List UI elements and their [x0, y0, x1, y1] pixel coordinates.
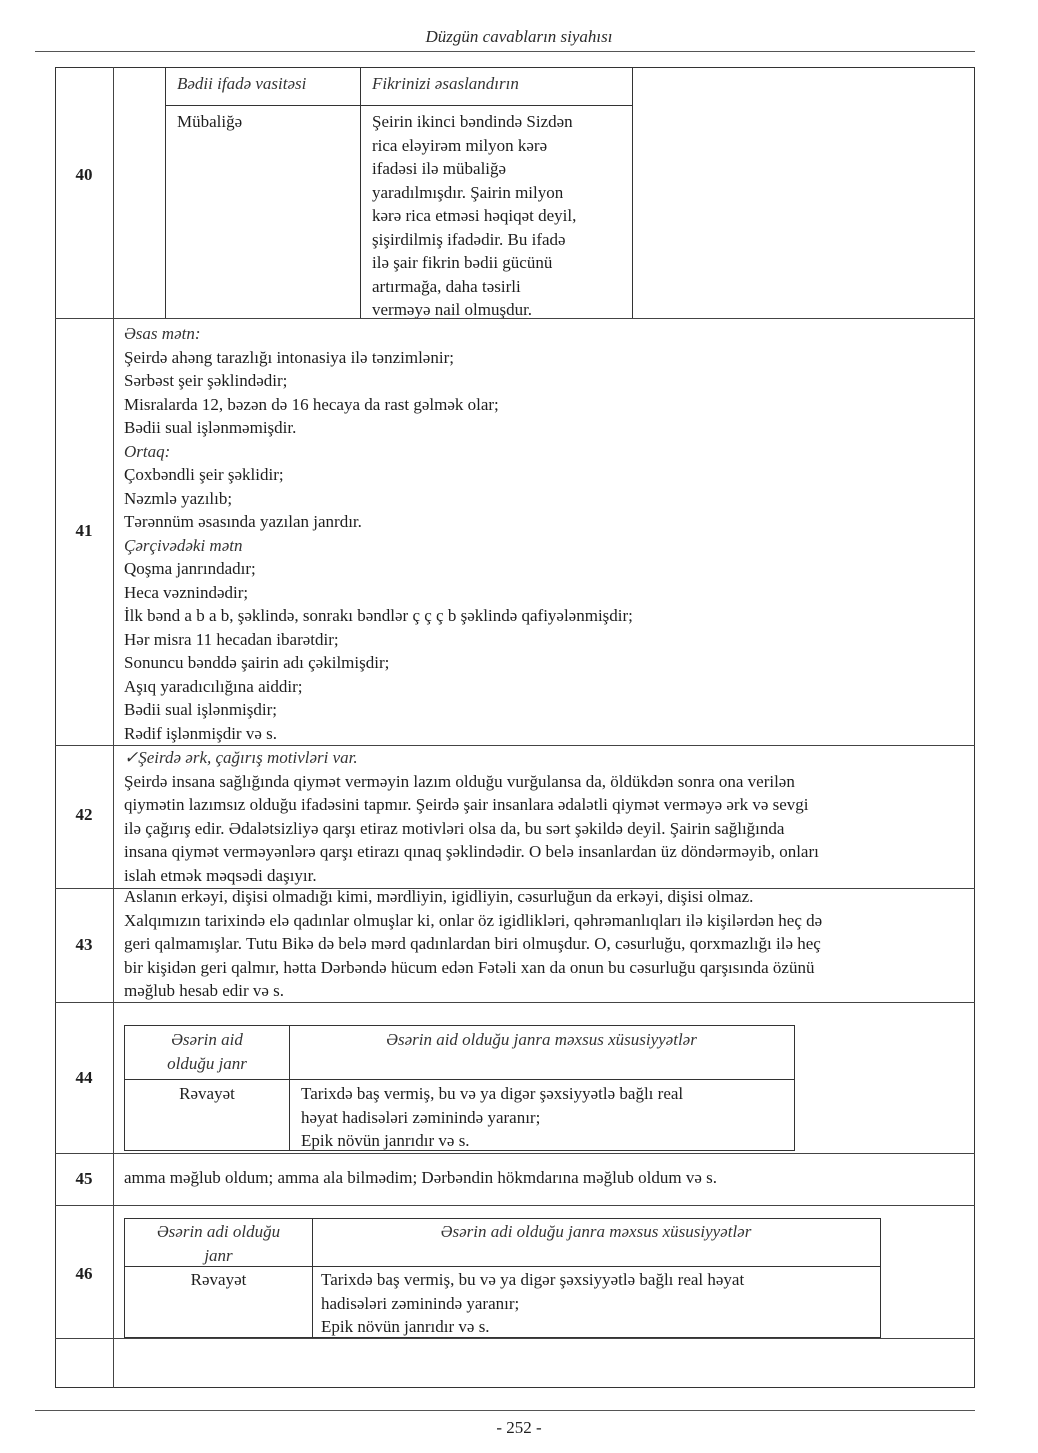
device-table	[165, 67, 633, 319]
header-line: Əsərin aid	[171, 1030, 243, 1049]
text-line: Tərənnüm əsasında yazılan janrdır.	[124, 512, 362, 531]
text-line: Çoxbəndli şeir şəklidir;	[124, 465, 284, 484]
explanation-line: rica eləyirəm milyon kərə	[372, 135, 548, 155]
genre-table	[124, 1218, 881, 1338]
text-line: Heca vəznindədir;	[124, 582, 249, 602]
feature-line: Tarixdə baş vermiş, bu və ya digər şəxsiyyətlə bağlı real	[301, 1084, 684, 1103]
question-number: 41	[75, 521, 93, 540]
device-table-header-explanation: Fikrinizi əsaslandırın	[372, 74, 519, 93]
text-line: Sərbəst şeir şəklindədir;	[124, 371, 288, 390]
text-line: Şeirdə insana sağlığında qiymət verməyin lazım olduğu vurğulansa da, öldükdən sonra ona verilən	[124, 771, 795, 791]
question-number: 44	[75, 1068, 93, 1087]
section-heading-main-text: Əsas mətn:	[124, 324, 201, 343]
text-line: islah etmək məqsədi daşıyır.	[124, 865, 317, 885]
explanation-line: ilə şair fikrin bədii gücünü	[372, 253, 553, 272]
page-header-title: Düzgün cavabların siyahısı	[425, 27, 613, 46]
question-number: 46	[75, 1264, 93, 1283]
text-line: Bədii sual işlənməmişdir.	[124, 418, 297, 437]
comparison-text	[124, 322, 964, 745]
text-line: qiymətin lazımsız olduğu ifadəsini tapmır. Şeirdə şair insanlara ədalətli qiymət verməyə ərk və sevgi	[124, 795, 809, 814]
row-divider	[55, 318, 975, 319]
question-number: 40	[75, 165, 93, 184]
text-line: məğlub hesab edir və s.	[124, 981, 285, 1000]
motif-heading-text: Şeirdə ərk, çağırış motivləri var.	[138, 748, 358, 767]
feature-line: hadisələri zəminində yaranır;	[321, 1293, 520, 1313]
feature-line: Epik növün janrıdır və s.	[301, 1131, 470, 1150]
checkmark-icon: ✓	[124, 748, 139, 767]
motif-heading	[124, 746, 969, 770]
text-line: Rədif işlənmişdir və s.	[124, 723, 277, 743]
question-number: 43	[75, 935, 93, 954]
question-number: 42	[75, 805, 93, 824]
device-table-header-term: Bədii ifadə vasitəsi	[177, 74, 307, 93]
row-divider	[55, 1205, 975, 1206]
row-divider	[55, 1153, 975, 1154]
text-line: Nəzmlə yazılıb;	[124, 488, 233, 508]
device-table-column-divider	[360, 68, 361, 318]
motif-text	[124, 746, 969, 887]
header-line: janr	[204, 1245, 233, 1265]
row-divider	[55, 1338, 975, 1339]
genre-name: Rəvayət	[179, 1084, 235, 1103]
explanation-line: ifadəsi ilə mübaliğə	[372, 159, 507, 178]
genre-features	[301, 1082, 791, 1153]
genre-table-header-genre	[125, 1220, 312, 1267]
feature-line: Epik növün janrıdır və s.	[321, 1317, 490, 1336]
feature-line: həyat hadisələri zəminində yaranır;	[301, 1107, 541, 1127]
text-line: Bədii sual işlənmişdir;	[124, 700, 277, 719]
genre-table-header-divider	[125, 1079, 794, 1080]
text-line: Xalqımızın tarixində elə qadınlar olmuşlar ki, onlar öz igidlikləri, qəhrəmanlıqları ilə kişilərdən heç də	[124, 910, 823, 930]
explanation-line: yaradılmışdır. Şairin milyon	[372, 182, 564, 202]
question-number: 45	[75, 1169, 93, 1188]
footer-divider	[35, 1410, 975, 1411]
genre-table-header-genre	[125, 1028, 289, 1075]
text-line: Qoşma janrındadır;	[124, 559, 256, 578]
text-line: Sonuncu bənddə şairin adı çəkilmişdir;	[124, 653, 390, 672]
essay-text	[124, 885, 969, 1003]
page-number: - 252 -	[496, 1418, 542, 1437]
genre-table-header-features: Əsərin adi olduğu janra məxsus xüsusiyyətlər	[440, 1222, 752, 1241]
number-column-divider	[113, 67, 114, 1388]
feature-line: Tarixdə baş vermiş, bu və ya digər şəxsiyyətlə bağlı real həyat	[321, 1270, 745, 1289]
explanation-line: verməyə nail olmuşdur.	[372, 300, 533, 319]
text-line: Aslanın erkəyi, dişisi olmadığı kimi, mərdliyin, igidliyin, cəsurluğun da erkəyi, dişisi olmaz.	[124, 887, 754, 906]
header-divider	[35, 51, 975, 52]
genre-name: Rəvayət	[190, 1270, 247, 1289]
answer-text: amma məğlub oldum; amma ala bilmədim; Dərbəndin hökmdarına məğlub oldum və s.	[124, 1168, 717, 1187]
device-explanation	[372, 110, 632, 322]
device-term: Mübaliğə	[177, 112, 243, 131]
section-heading-framed-text: Çərçivədəki mətn	[124, 535, 243, 555]
explanation-line: kərə rica etməsi həqiqət deyil,	[372, 206, 577, 225]
header-line: Əsərin adi olduğu	[156, 1222, 281, 1241]
explanation-line: Şeirin ikinci bəndində Sizdən	[372, 112, 573, 131]
text-line: geri qalmamışlar. Tutu Bikə də belə mərd qadınlardan biri olmuşdur. O, cəsurluğu, qorxmazlığı ilə heç	[124, 934, 821, 953]
device-table-header-divider	[166, 105, 632, 106]
text-line: bir kişidən geri qalmır, hətta Dərbəndə hücum edən Fətəli xan da onun bu cəsurluğu qarşısında özünü	[124, 957, 815, 977]
text-line: insana qiymət verməyənlərə qarşı etirazı qınaq şəklindədir. O belə insanlardan üz döndərməyib, onları	[124, 842, 819, 861]
text-line: Hər misra 11 hecadan ibarətdir;	[124, 629, 339, 649]
genre-features	[321, 1268, 876, 1339]
header-line: olduğu janr	[167, 1053, 247, 1073]
explanation-line: şişirdilmiş ifadədir. Bu ifadə	[372, 229, 566, 249]
text-line: Şeirdə ahəng tarazlığı intonasiya ilə tənzimlənir;	[124, 347, 454, 367]
text-line: ilə çağırış edir. Ədalətsizliyə qarşı etiraz motivləri olsa da, bu sərt şəkildə deyil. Şairin sağlığında	[124, 818, 785, 838]
section-heading-common: Ortaq:	[124, 441, 171, 461]
text-line: Misralarda 12, bəzən də 16 hecaya da rast gəlmək olar;	[124, 394, 499, 414]
row-divider	[55, 1002, 975, 1003]
genre-table-header-features: Əsərin aid olduğu janra məxsus xüsusiyyətlər	[386, 1030, 697, 1049]
explanation-line: artırmağa, daha təsirli	[372, 276, 521, 296]
genre-table	[124, 1025, 795, 1151]
text-line: Aşıq yaradıcılığına aiddir;	[124, 676, 303, 696]
text-line: İlk bənd a b a b, şəklində, sonrakı bəndlər ç ç ç b şəklində qafiyələnmişdir;	[124, 606, 633, 625]
